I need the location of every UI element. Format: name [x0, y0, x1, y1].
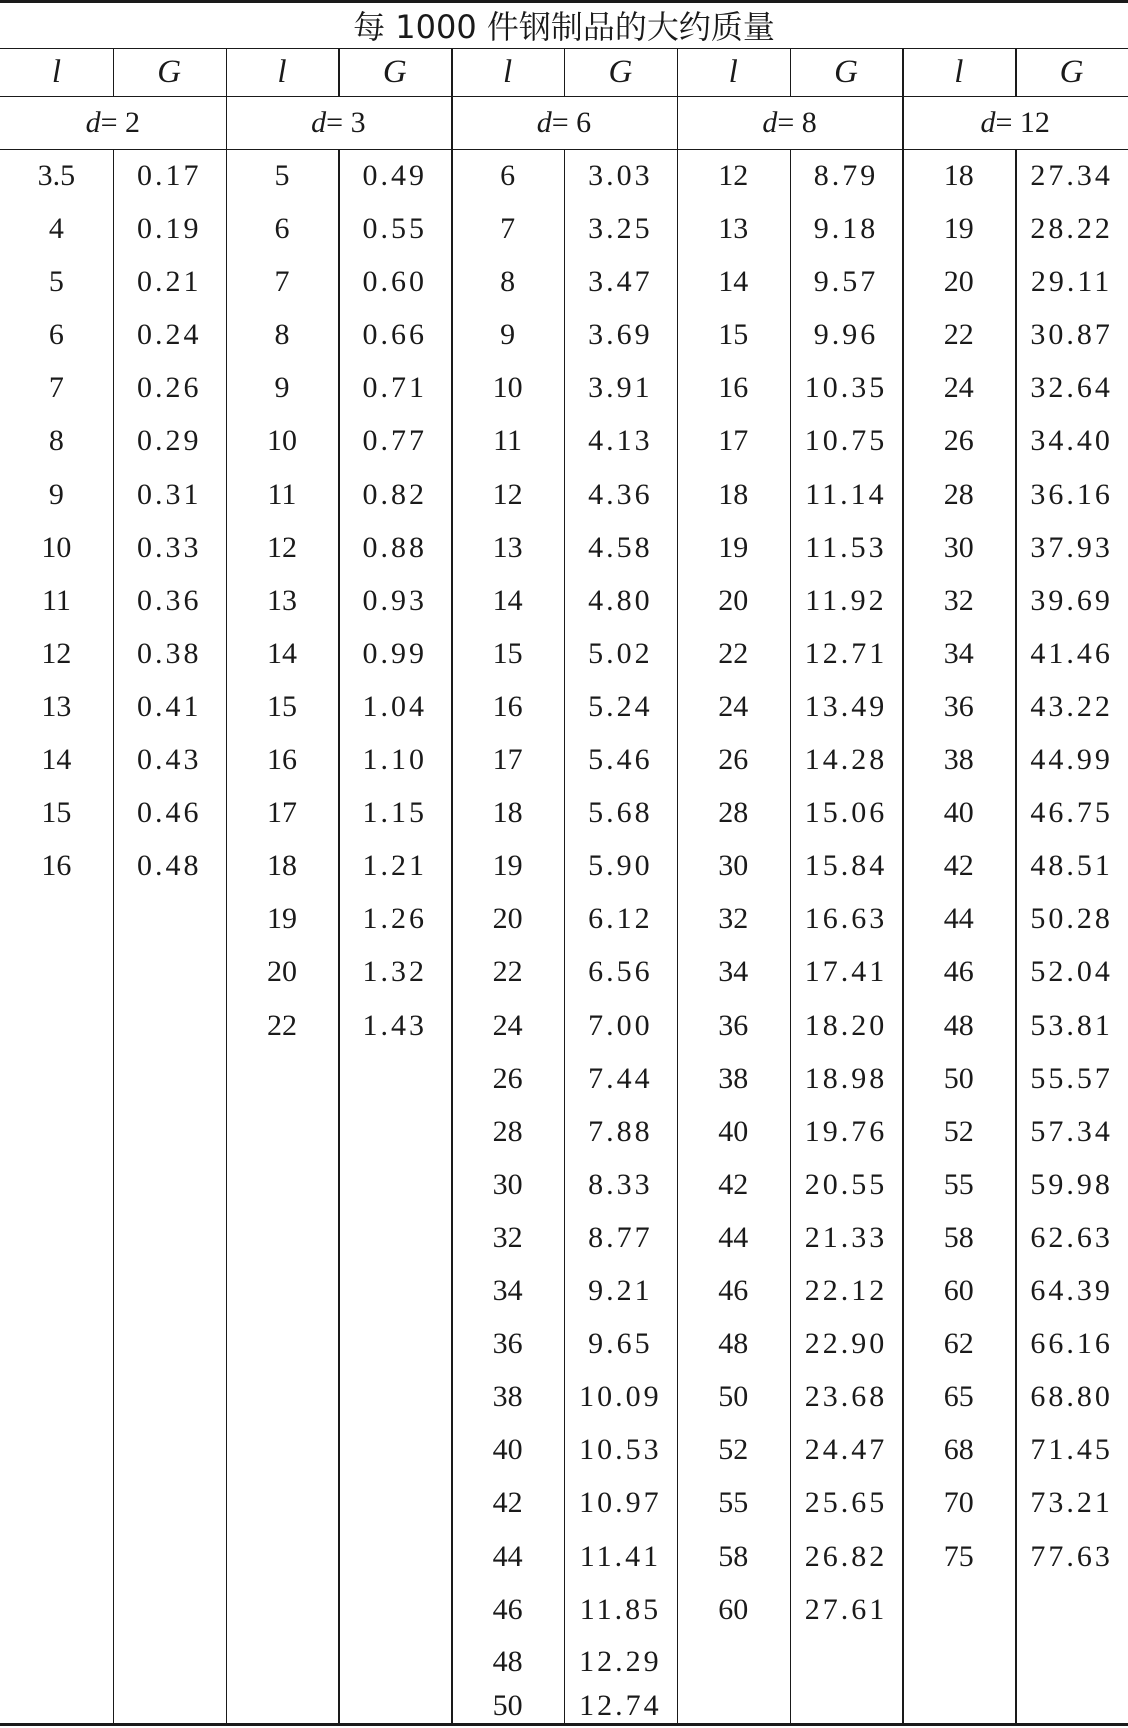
table-cell-l: 18: [718, 477, 749, 511]
table-cell-l: 36: [492, 1327, 523, 1361]
table-cell-g: 7.00: [588, 1008, 653, 1042]
table-cell-g: 59.98: [1030, 1167, 1113, 1201]
diameter-label: d = 3: [311, 105, 366, 139]
table-cell-l: 50: [718, 1380, 749, 1414]
column-header-g: G: [608, 53, 633, 90]
table-cell-g: 15.84: [804, 849, 888, 883]
table-cell-l: 14: [41, 743, 72, 777]
table-cell-l: 68: [943, 1433, 974, 1467]
table-cell-g: 41.46: [1030, 636, 1113, 670]
column-header-g: G: [834, 53, 858, 90]
table-cell-g: 22.12: [804, 1274, 888, 1308]
table-cell-g: 0.31: [136, 477, 202, 511]
table-cell-g: 1.15: [362, 796, 428, 830]
table-cell-l: 8: [274, 318, 290, 352]
table-cell-g: 0.33: [136, 530, 202, 564]
table-cell-l: 14: [492, 583, 523, 617]
table-cell-g: 7.88: [588, 1114, 653, 1148]
table-cell-g: 1.43: [362, 1008, 428, 1042]
table-cell-l: 75: [943, 1539, 974, 1573]
table-cell-g: 11.85: [579, 1592, 662, 1626]
table-cell-l: 30: [492, 1167, 523, 1201]
table-cell-l: 60: [718, 1592, 749, 1626]
table-cell-g: 55.57: [1030, 1061, 1113, 1095]
table-cell-l: 19: [943, 212, 974, 246]
column-header-g: G: [1059, 53, 1084, 90]
table-cell-g: 9.96: [813, 318, 879, 352]
table-cell-l: 14: [718, 265, 749, 299]
table-cell-g: 77.63: [1030, 1539, 1113, 1573]
table-cell-g: 57.34: [1030, 1114, 1113, 1148]
table-cell-g: 10.97: [579, 1486, 662, 1520]
table-cell-g: 11.92: [805, 583, 887, 617]
table-cell-g: 4.13: [588, 424, 653, 458]
table-cell-g: 30.87: [1030, 318, 1113, 352]
table-cell-l: 44: [943, 902, 974, 936]
table-cell-g: 3.91: [588, 371, 653, 405]
table-cell-l: 46: [492, 1592, 523, 1626]
table-cell-g: 9.18: [813, 212, 879, 246]
table-cell-l: 7: [500, 212, 516, 246]
table-cell-l: 6: [48, 318, 64, 352]
table-cell-l: 22: [943, 318, 974, 352]
table-cell-g: 5.90: [588, 849, 653, 883]
table-cell-l: 55: [718, 1486, 749, 1520]
table-cell-l: 22: [266, 1008, 297, 1042]
table-cell-l: 44: [718, 1220, 749, 1254]
table-cell-l: 18: [266, 849, 297, 883]
table-cell-l: 19: [492, 849, 523, 883]
table-cell-g: 0.29: [136, 424, 202, 458]
table-cell-l: 38: [492, 1380, 523, 1414]
table-cell-g: 39.69: [1030, 583, 1113, 617]
table-cell-l: 40: [943, 796, 974, 830]
table-cell-l: 12: [718, 158, 749, 192]
table-cell-g: 37.93: [1030, 530, 1113, 564]
table-cell-l: 11: [493, 424, 523, 458]
table-cell-g: 9.57: [813, 265, 879, 299]
table-cell-l: 22: [492, 955, 523, 989]
table-cell-l: 9: [274, 371, 290, 405]
table-cell-l: 26: [718, 743, 749, 777]
column-header-l: l: [728, 53, 738, 90]
table-cell-l: 10: [492, 371, 523, 405]
column-header-g: G: [382, 53, 407, 90]
table-cell-l: 13: [266, 583, 297, 617]
table-cell-l: 12: [492, 477, 523, 511]
diameter-label: d = 12: [980, 105, 1050, 139]
table-cell-l: 14: [266, 636, 297, 670]
table-cell-l: 58: [943, 1220, 974, 1254]
diameter-label: d = 8: [762, 105, 817, 139]
table-cell-g: 20.55: [804, 1167, 888, 1201]
table-cell-g: 32.64: [1030, 371, 1113, 405]
table-cell-g: 25.65: [804, 1486, 888, 1520]
table-cell-l: 38: [718, 1061, 749, 1095]
table-cell-g: 62.63: [1030, 1220, 1113, 1254]
table-cell-l: 17: [266, 796, 297, 830]
table-cell-l: 20: [266, 955, 297, 989]
table-cell-l: 17: [492, 743, 523, 777]
table-cell-g: 0.46: [136, 796, 202, 830]
table-cell-g: 18.20: [804, 1008, 888, 1042]
table-cell-l: 48: [718, 1327, 749, 1361]
table-cell-g: 0.48: [136, 849, 202, 883]
table-cell-g: 0.82: [362, 477, 428, 511]
table-cell-g: 0.77: [362, 424, 428, 458]
table-cell-l: 24: [718, 689, 749, 723]
table-cell-g: 0.21: [136, 265, 202, 299]
table-cell-l: 46: [943, 955, 974, 989]
table-cell-g: 64.39: [1030, 1274, 1113, 1308]
table-cell-l: 8: [500, 265, 516, 299]
table-cell-g: 5.68: [588, 796, 653, 830]
table-cell-g: 48.51: [1030, 849, 1113, 883]
table-cell-g: 6.12: [588, 902, 653, 936]
table-cell-l: 40: [718, 1114, 749, 1148]
table-cell-g: 10.09: [579, 1380, 662, 1414]
table-cell-g: 14.28: [804, 743, 888, 777]
table-cell-g: 0.43: [136, 743, 202, 777]
table-cell-g: 12.71: [804, 636, 888, 670]
table-cell-g: 3.47: [588, 265, 653, 299]
diameter-label: d = 6: [536, 105, 592, 139]
table-cell-l: 9: [500, 318, 516, 352]
table-cell-g: 0.88: [362, 530, 428, 564]
table-cell-l: 26: [943, 424, 974, 458]
table-cell-l: 34: [943, 636, 974, 670]
table-cell-l: 62: [943, 1327, 974, 1361]
table-cell-g: 0.24: [136, 318, 202, 352]
table-cell-g: 0.60: [362, 265, 428, 299]
table-cell-g: 21.33: [804, 1220, 888, 1254]
table-cell-g: 0.19: [136, 212, 202, 246]
table-cell-l: 15: [492, 636, 523, 670]
table-cell-g: 0.17: [136, 158, 202, 192]
table-cell-l: 48: [943, 1008, 974, 1042]
table-cell-g: 1.10: [362, 743, 428, 777]
table-cell-g: 17.41: [804, 955, 888, 989]
table-cell-l: 30: [718, 849, 749, 883]
column-header-l: l: [51, 53, 61, 90]
table-cell-l: 46: [718, 1274, 749, 1308]
table-cell-g: 23.68: [804, 1380, 888, 1414]
table-title: 每 1000 件钢制品的大约质量: [353, 8, 775, 46]
table-cell-g: 15.06: [804, 796, 888, 830]
table-cell-l: 13: [718, 212, 749, 246]
table-cell-g: 5.46: [588, 743, 653, 777]
table-cell-g: 10.53: [579, 1433, 662, 1467]
table-cell-l: 70: [943, 1486, 974, 1520]
table-cell-g: 27.34: [1030, 158, 1113, 192]
table-cell-l: 24: [943, 371, 974, 405]
table-cell-g: 0.93: [362, 583, 428, 617]
table-cell-l: 50: [492, 1689, 523, 1722]
table-cell-l: 55: [943, 1167, 974, 1201]
table-cell-g: 8.77: [588, 1220, 653, 1254]
table-cell-l: 60: [943, 1274, 974, 1308]
table-cell-l: 11: [41, 583, 71, 617]
table-cell-l: 8: [48, 424, 64, 458]
table-cell-g: 0.49: [362, 158, 428, 192]
table-cell-l: 4: [48, 212, 64, 246]
table-cell-g: 0.26: [136, 371, 202, 405]
table-cell-g: 11.41: [579, 1539, 662, 1573]
table-cell-g: 10.35: [804, 371, 888, 405]
table-cell-g: 0.36: [136, 583, 202, 617]
table-cell-g: 24.47: [804, 1433, 888, 1467]
table-cell-g: 19.76: [804, 1114, 888, 1148]
table-cell-g: 12.74: [579, 1689, 662, 1722]
table-cell-g: 43.22: [1030, 689, 1113, 723]
table-cell-g: 9.21: [588, 1274, 653, 1308]
table-cell-l: 20: [718, 583, 749, 617]
table-cell-g: 1.04: [362, 689, 428, 723]
table-cell-g: 8.33: [588, 1167, 653, 1201]
table-cell-g: 34.40: [1030, 424, 1113, 458]
table-cell-l: 9: [48, 477, 64, 511]
table-cell-l: 5: [48, 265, 64, 299]
column-header-l: l: [503, 53, 513, 90]
rule-line: [0, 0, 1128, 3]
table-cell-l: 44: [492, 1539, 523, 1573]
table-cell-g: 0.99: [362, 636, 428, 670]
table-cell-g: 50.28: [1030, 902, 1113, 936]
table-cell-g: 22.90: [804, 1327, 888, 1361]
table-cell-g: 13.49: [804, 689, 888, 723]
table-cell-l: 3.5: [37, 158, 76, 192]
table-cell-l: 38: [943, 743, 974, 777]
table-cell-g: 26.82: [804, 1539, 888, 1573]
table-cell-g: 0.55: [362, 212, 428, 246]
table-cell-l: 16: [718, 371, 749, 405]
table-cell-l: 65: [943, 1380, 974, 1414]
table-cell-l: 11: [267, 477, 297, 511]
table-cell-l: 6: [500, 158, 516, 192]
table-cell-g: 1.21: [362, 849, 428, 883]
table-cell-l: 32: [718, 902, 749, 936]
table-cell-g: 5.02: [588, 636, 653, 670]
table-cell-l: 48: [492, 1645, 523, 1678]
table-cell-g: 18.98: [804, 1061, 888, 1095]
table-cell-g: 5.24: [588, 689, 653, 723]
column-header-l: l: [954, 53, 964, 90]
table-cell-l: 18: [943, 158, 974, 192]
table-cell-l: 15: [41, 796, 72, 830]
table-cell-l: 13: [41, 689, 72, 723]
table-cell-g: 3.25: [588, 212, 653, 246]
table-cell-l: 50: [943, 1061, 974, 1095]
table-cell-g: 0.66: [362, 318, 428, 352]
table-cell-l: 20: [492, 902, 523, 936]
table-cell-l: 10: [41, 530, 72, 564]
table-cell-l: 52: [718, 1433, 749, 1467]
table-cell-l: 15: [718, 318, 749, 352]
table-cell-g: 11.53: [805, 530, 887, 564]
table-cell-l: 58: [718, 1539, 749, 1573]
table-cell-l: 6: [274, 212, 290, 246]
diameter-label: d = 2: [85, 105, 140, 139]
table-cell-l: 32: [943, 583, 974, 617]
table-cell-l: 16: [266, 743, 297, 777]
table-cell-g: 4.36: [588, 477, 653, 511]
table-cell-g: 0.41: [136, 689, 202, 723]
table-cell-l: 13: [492, 530, 523, 564]
table-cell-l: 42: [943, 849, 974, 883]
table-cell-l: 52: [943, 1114, 974, 1148]
table-cell-g: 44.99: [1030, 743, 1113, 777]
table-cell-l: 34: [718, 955, 749, 989]
table-cell-g: 8.79: [813, 158, 879, 192]
table-cell-l: 18: [492, 796, 523, 830]
table-cell-l: 12: [41, 636, 72, 670]
table-cell-l: 7: [48, 371, 64, 405]
table-cell-g: 68.80: [1030, 1380, 1113, 1414]
table-cell-g: 3.03: [588, 158, 653, 192]
table-cell-l: 19: [718, 530, 749, 564]
table-cell-g: 7.44: [588, 1061, 653, 1095]
table-cell-l: 36: [943, 689, 974, 723]
table-cell-l: 20: [943, 265, 974, 299]
table-cell-l: 42: [492, 1486, 523, 1520]
table-cell-g: 12.29: [579, 1645, 662, 1678]
table-cell-l: 40: [492, 1433, 523, 1467]
table-cell-g: 27.61: [804, 1592, 888, 1626]
table-cell-g: 16.63: [804, 902, 888, 936]
table-cell-l: 10: [266, 424, 297, 458]
table-cell-l: 32: [492, 1220, 523, 1254]
table-cell-l: 26: [492, 1061, 523, 1095]
table-cell-g: 6.56: [588, 955, 653, 989]
table-cell-l: 30: [943, 530, 974, 564]
table-cell-l: 28: [492, 1114, 523, 1148]
table-cell-l: 28: [718, 796, 749, 830]
table-cell-g: 52.04: [1030, 955, 1113, 989]
table-cell-l: 22: [718, 636, 749, 670]
table-cell-g: 0.38: [136, 636, 202, 670]
table-cell-g: 53.81: [1030, 1008, 1113, 1042]
table-cell-g: 71.45: [1030, 1433, 1113, 1467]
table-cell-g: 29.11: [1030, 265, 1113, 299]
table-cell-g: 28.22: [1030, 212, 1113, 246]
table-cell-l: 7: [274, 265, 290, 299]
table-cell-g: 4.80: [588, 583, 653, 617]
table-cell-l: 34: [492, 1274, 523, 1308]
table-cell-l: 24: [492, 1008, 523, 1042]
table-cell-g: 1.26: [362, 902, 428, 936]
table-cell-l: 36: [718, 1008, 749, 1042]
table-cell-g: 3.69: [588, 318, 653, 352]
table-cell-l: 15: [266, 689, 297, 723]
table-cell-g: 4.58: [588, 530, 653, 564]
table-cell-l: 12: [266, 530, 297, 564]
table-cell-g: 36.16: [1030, 477, 1113, 511]
table-cell-g: 66.16: [1030, 1327, 1113, 1361]
table-cell-l: 5: [274, 158, 290, 192]
table-cell-g: 9.65: [588, 1327, 653, 1361]
table-cell-g: 10.75: [804, 424, 888, 458]
table-cell-g: 0.71: [362, 371, 428, 405]
table-cell-g: 1.32: [362, 955, 428, 989]
table-cell-l: 16: [492, 689, 523, 723]
table-cell-l: 42: [718, 1167, 749, 1201]
column-header-l: l: [277, 53, 287, 90]
table-cell-g: 46.75: [1030, 796, 1113, 830]
table-cell-l: 17: [718, 424, 749, 458]
table-cell-l: 16: [41, 849, 72, 883]
table-cell-g: 11.14: [805, 477, 887, 511]
table-cell-l: 19: [266, 902, 297, 936]
table-cell-g: 73.21: [1030, 1486, 1113, 1520]
table-cell-l: 28: [943, 477, 974, 511]
column-header-g: G: [157, 53, 182, 90]
